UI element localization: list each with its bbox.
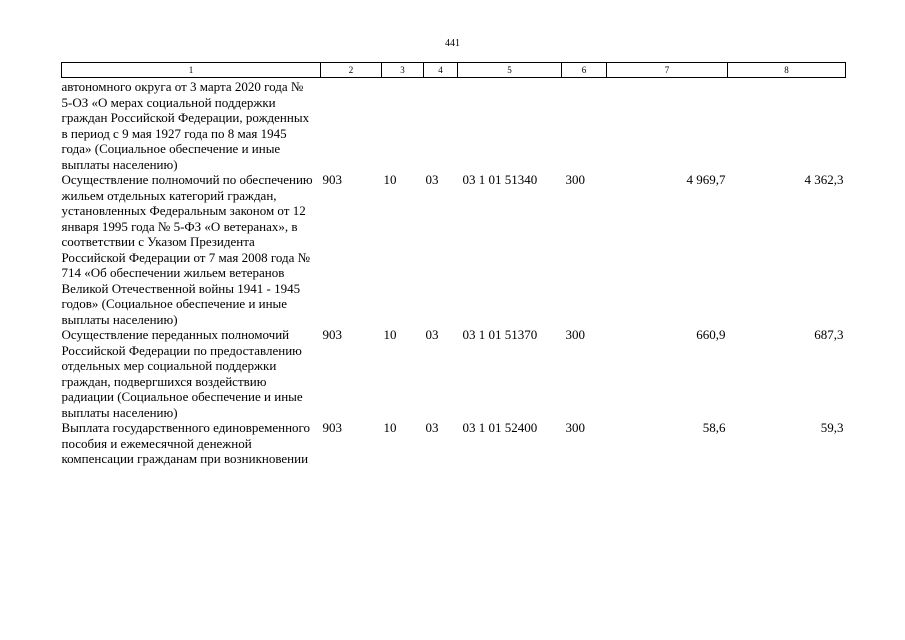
row-description: Выплата государственного единовременного пособия и ежемесячной денежной компенсации гражданам при возникновении [61,420,311,466]
cell-expense-type: 300 [565,420,585,435]
cell-subsection: 03 [425,327,439,342]
column-header-4: 4 [424,63,458,78]
column-header-7: 7 [607,63,728,78]
table-row [62,172,846,327]
table-body [62,78,846,467]
table-row [62,420,846,467]
cell-code-admin: 903 [322,172,342,187]
cell-expense-type: 300 [565,327,585,342]
cell-target-article [458,78,562,173]
cell-target-article: 03 1 01 52400 [462,420,538,435]
cell-subsection: 03 [425,172,439,187]
column-header-8: 8 [728,63,846,78]
cell-section: 10 [383,172,397,187]
cell-amount-2: 4 362,3 [804,172,844,187]
cell-target-article: 03 1 01 51340 [462,172,538,187]
column-header-5: 5 [458,63,562,78]
row-description: автономного округа от 3 марта 2020 года № 5-ОЗ «О мерах социальной поддержки граждан Российской Федерации, рожденных в период с 9 мая 1927 года по 8 мая 1945 года» (Социальное обеспечение и иные выплаты населению) [61,79,310,172]
column-header-6: 6 [562,63,607,78]
cell-code-admin [321,78,382,173]
cell-amount-2 [728,78,846,173]
table-row [62,327,846,420]
column-header-3: 3 [382,63,424,78]
column-header-2: 2 [321,63,382,78]
table-header [62,63,846,78]
cell-section [382,78,424,173]
cell-amount-2: 59,3 [820,420,844,435]
cell-amount-1 [607,78,728,173]
cell-code-admin: 903 [322,327,342,342]
cell-section: 10 [383,420,397,435]
budget-table [61,62,846,467]
cell-code-admin: 903 [322,420,342,435]
header-row [62,63,846,78]
cell-amount-1: 4 969,7 [686,172,726,187]
cell-target-article: 03 1 01 51370 [462,327,538,342]
cell-section: 10 [383,327,397,342]
cell-amount-2: 687,3 [814,327,844,342]
cell-subsection [424,78,458,173]
cell-amount-1: 58,6 [702,420,726,435]
row-description: Осуществление полномочий по обеспечению жильем отдельных категорий граждан, установленных Федеральным законом от 12 января 1995 года № 5-ФЗ «О ветеранах», в соответствии с Указом Президента Российской Федерации от 7 мая 2008 года № 714 «Об обеспечении жильем ветеранов Великой Отечественной войны 1941 - 1945 годов» (Социальное обеспечение и иные выплаты населению) [61,172,313,327]
cell-subsection: 03 [425,420,439,435]
cell-expense-type [562,78,607,173]
cell-amount-1: 660,9 [696,327,726,342]
cell-expense-type: 300 [565,172,585,187]
column-header-1: 1 [62,63,321,78]
row-description: Осуществление переданных полномочий Российской Федерации по предоставлению отдельных мер социальной поддержки граждан, подвергшихся воздействию радиации (Социальное обеспечение и иные выплаты населению) [61,327,303,420]
page-number: 441 [445,38,460,49]
table-row [62,78,846,173]
